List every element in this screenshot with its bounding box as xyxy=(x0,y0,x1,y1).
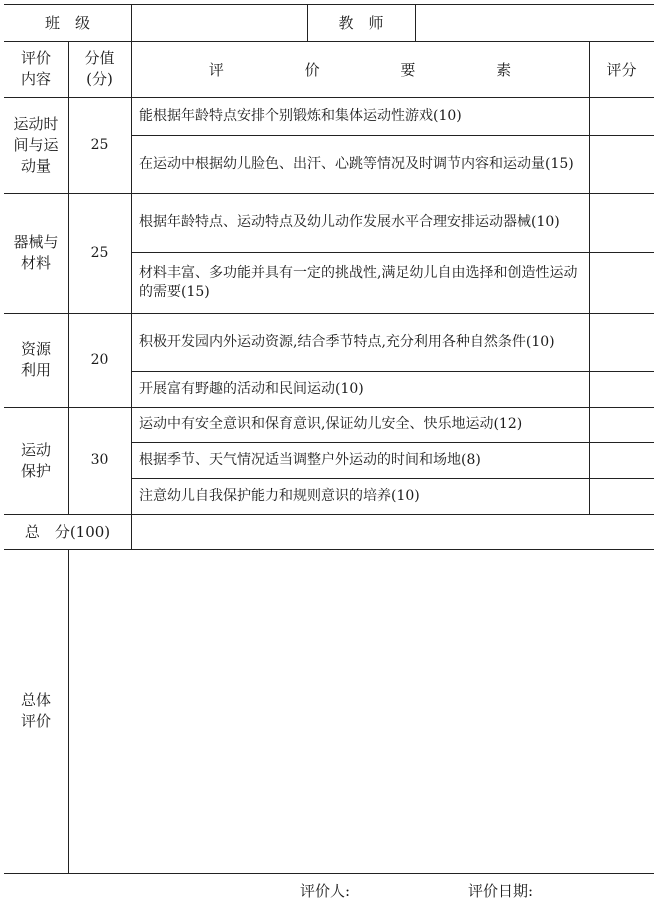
column-header-score: 评分 xyxy=(606,60,637,79)
class-field[interactable] xyxy=(131,4,307,41)
score-field[interactable] xyxy=(589,193,654,252)
evaluation-date-label: 评价日期: xyxy=(468,882,534,900)
column-header-content: 评价 内容 xyxy=(20,49,51,88)
section-points-equipment: 25 xyxy=(90,244,109,261)
total-score-label: 总 分(100) xyxy=(24,523,111,541)
score-field[interactable] xyxy=(589,407,654,442)
criterion-item: 积极开发园内外运动资源,结合季节特点,充分利用各种自然条件(10) xyxy=(139,333,555,350)
section-name-resources: 资源 利用 xyxy=(20,340,51,379)
score-field[interactable] xyxy=(589,442,654,478)
criterion-item: 材料丰富、多功能并具有一定的挑战性,满足幼儿自由选择和创造性运动的需要(15) xyxy=(139,264,578,300)
score-field[interactable] xyxy=(589,97,654,135)
criterion-item: 运动中有安全意识和保育意识,保证幼儿安全、快乐地运动(12) xyxy=(139,416,523,432)
section-name-equipment: 器械与 材料 xyxy=(13,233,59,272)
column-header-score-value: 分值 (分) xyxy=(84,49,115,88)
criterion-item: 在运动中根据幼儿脸色、出汗、心跳等情况及时调节内容和运动量(15) xyxy=(139,155,574,172)
score-field[interactable] xyxy=(589,252,654,313)
score-field[interactable] xyxy=(589,135,654,193)
total-score-field[interactable] xyxy=(131,514,654,549)
overall-evaluation-label: 总体 评价 xyxy=(20,691,51,730)
criterion-item: 根据季节、天气情况适当调整户外运动的时间和场地(8) xyxy=(139,451,481,468)
class-label: 班 级 xyxy=(44,14,90,32)
evaluator-label: 评价人: xyxy=(300,882,351,900)
teacher-label: 教 师 xyxy=(338,14,384,32)
criterion-item: 根据年龄特点、运动特点及幼儿动作发展水平合理安排运动器械(10) xyxy=(139,214,560,230)
criterion-item: 开展富有野趣的活动和民间运动(10) xyxy=(139,380,364,397)
criterion-item: 注意幼儿自我保护能力和规则意识的培养(10) xyxy=(139,487,420,504)
section-points-resources: 20 xyxy=(90,351,109,368)
score-field[interactable] xyxy=(589,371,654,407)
score-field[interactable] xyxy=(589,478,654,514)
overall-evaluation-field[interactable] xyxy=(69,549,654,873)
teacher-field[interactable] xyxy=(415,4,654,41)
section-name-exercise-time: 运动时 间与运 动量 xyxy=(13,114,59,175)
column-header-elements: 评 价 要 素 xyxy=(208,60,550,79)
score-field[interactable] xyxy=(589,313,654,371)
criterion-item: 能根据年龄特点安排个别锻炼和集体运动性游戏(10) xyxy=(139,107,462,124)
section-points-exercise-time: 25 xyxy=(90,136,109,153)
section-points-protection: 30 xyxy=(90,452,109,468)
section-name-protection: 运动 保护 xyxy=(20,440,51,480)
